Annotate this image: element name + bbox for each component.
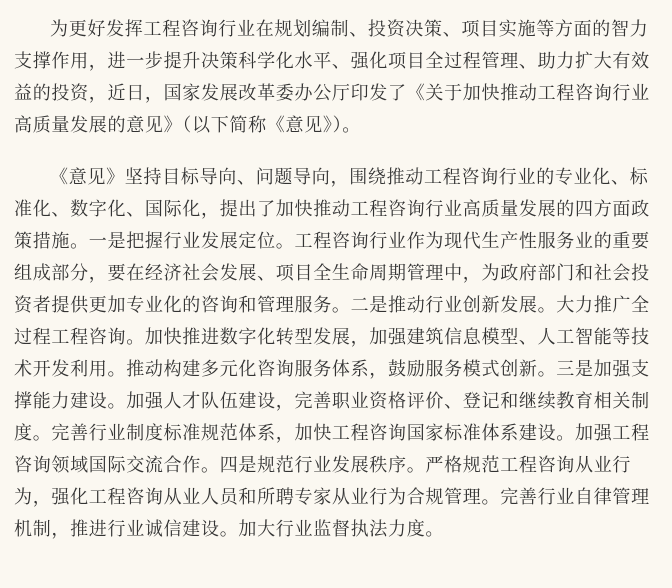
text-line: 支撑作用，进一步提升决策科学化水平、强化项目全过程管理、助力扩大有效 [14,51,650,72]
text-line: 益的投资，近日，国家发展改革委办公厅印发了《关于加快推动工程咨询行业 [14,83,650,104]
text-line: 撑能力建设。加强人才队伍建设，完善职业资格评价、登记和继续教育相关制 [14,391,650,412]
text-line: 高质量发展的意见》（以下简称《意见》）。 [14,115,361,136]
text-line: 过程工程咨询。加快推进数字化转型发展，加强建筑信息模型、人工智能等技 [14,327,650,348]
paragraph-intro [14,14,662,142]
text-line: 准化、数字化、国际化，提出了加快推动工程咨询行业高质量发展的四方面政 [14,199,650,220]
paragraph-measures [14,162,662,546]
text-line: 资者提供更加专业化的咨询和管理服务。二是推动行业创新发展。大力推广全 [14,295,650,316]
text-line: 术开发利用。推动构建多元化咨询服务体系，鼓励服务模式创新。三是加强支 [14,359,650,380]
text-line: 咨询领域国际交流合作。四是规范行业发展秩序。严格规范工程咨询从业行 [14,455,632,476]
text-line: 组成部分，要在经济社会发展、项目全生命周期管理中，为政府部门和社会投 [14,263,650,284]
text-line: 度。完善行业制度标准规范体系，加快工程咨询国家标准体系建设。加强工程 [14,423,650,444]
text-line: 《意见》坚持目标导向、问题导向，围绕推动工程咨询行业的专业化、标 [50,167,649,188]
text-line: 为，强化工程咨询从业人员和所聘专家从业行为合规管理。完善行业自律管理 [14,487,650,508]
text-line: 为更好发挥工程咨询行业在规划编制、投资决策、项目实施等方面的智力 [50,19,649,40]
text-line: 策措施。一是把握行业发展定位。工程咨询行业作为现代生产性服务业的重要 [14,231,650,252]
text-line: 机制，推进行业诚信建设。加大行业监督执法力度。 [14,519,445,540]
